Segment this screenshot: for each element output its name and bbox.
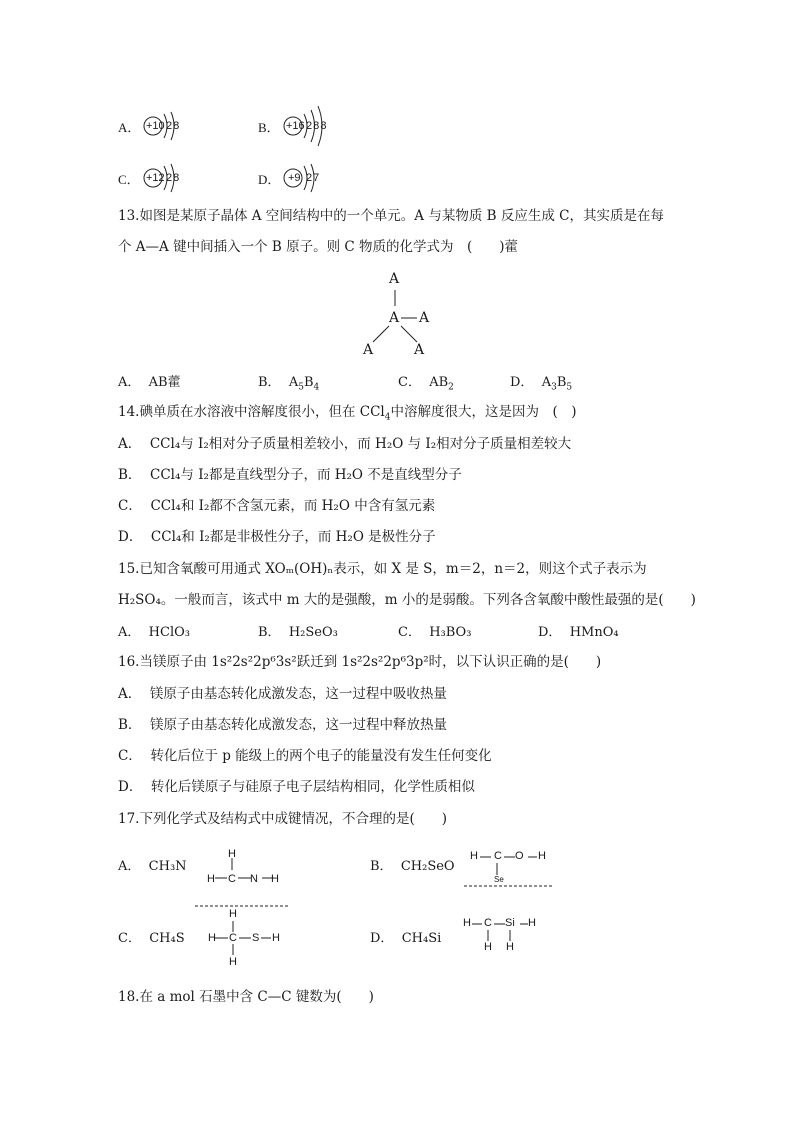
subscript: 2	[448, 382, 454, 393]
q14-option-d[interactable]	[118, 531, 436, 545]
option-label: A．	[118, 120, 141, 135]
option-label: C．	[118, 498, 142, 514]
option-label: A．	[118, 686, 142, 702]
atom-c: C	[228, 873, 236, 885]
option-label: B．	[258, 625, 281, 640]
atom-si: Si	[505, 917, 515, 929]
atom-h: H	[538, 850, 546, 862]
nucleus-charge: +12	[146, 172, 165, 184]
option-formula: CH₂SeO	[400, 859, 455, 874]
atom-h: H	[528, 917, 536, 929]
atom-h: H	[207, 873, 215, 885]
option-label: A．	[118, 436, 142, 452]
subscript: 5	[566, 382, 573, 393]
option-formula: HMnO₄	[569, 625, 619, 640]
option-formula: AB	[429, 375, 449, 390]
atom-o: O	[515, 850, 524, 862]
option-text: CCl₄与 I₂都是直线型分子，而 H₂O 不是直线型分子	[150, 467, 462, 483]
q16-option-c[interactable]	[118, 750, 492, 764]
option-formula: CH₄S	[149, 931, 185, 946]
option-c[interactable]	[398, 375, 454, 393]
q15-stem-line1: 15.已知含氧酸可用通式 XOₘ(OH)ₙ表示，如 X 是 S，m＝2，n＝2，则这个式子表示为	[118, 561, 647, 577]
atom-a-top: A	[389, 271, 400, 287]
atom-h: H	[272, 932, 280, 944]
option-label: D．	[258, 172, 281, 187]
atom-h: H	[470, 850, 478, 862]
option-text: 镁原子由基态转化成激发态，这一过程中释放热量	[150, 717, 448, 733]
option-formula: CH₄Si	[401, 931, 442, 946]
atom-n: N	[250, 873, 258, 885]
option-label: D．	[118, 779, 143, 795]
option-text: 转化后镁原子与硅原子电子层结构相同，化学性质相似	[150, 779, 475, 795]
q16-stem: 16.当镁原子由 1s²2s²2p⁶3s²跃迁到 1s²2s²2p⁶3p²时，以下认识正确的是( )	[118, 654, 602, 670]
option-formula: H₃BO₃	[429, 625, 472, 640]
atom-h: H	[484, 941, 492, 953]
option-label: B．	[118, 467, 142, 483]
q13-stem-text: 个 A—A 键中间插入一个 B 原子。则 C 物质的化学式为 ( )	[118, 239, 505, 255]
shell-electrons: 2 8 8	[306, 120, 326, 132]
option-formula: H₂SeO₃	[288, 625, 338, 640]
nucleus-charge: +10	[146, 120, 165, 132]
option-label: A．	[118, 375, 141, 390]
option-label: D．	[538, 625, 562, 640]
q14-stem-text: 14.碘单质在水溶液中溶解度很小，但在 CCl	[118, 404, 385, 420]
subscript: 3	[551, 382, 557, 393]
option-formula: B	[303, 375, 314, 390]
option-a[interactable]	[118, 376, 181, 389]
atom-h: H	[229, 956, 237, 968]
option-tail: 藿	[167, 375, 181, 390]
atom-a-right: A	[419, 310, 430, 326]
atom-h: H	[229, 908, 237, 920]
atom-a-center: A	[389, 310, 400, 326]
q17-stem: 17.下列化学式及结构式中成键情况，不合理的是( )	[118, 811, 448, 827]
q14-option-b[interactable]	[118, 469, 462, 483]
option-label: C．	[118, 931, 141, 946]
option-d[interactable]	[510, 375, 573, 393]
option-label: C．	[118, 748, 142, 764]
shell-electrons: 2 8	[166, 120, 179, 132]
q16-option-d[interactable]	[118, 781, 475, 795]
option-label: B．	[258, 120, 280, 135]
q15-stem-line2: H₂SO₄。一般而言，该式中 m 大的是强酸，m 小的是弱酸。下列各含氧酸中酸性最强的是( )	[118, 592, 696, 608]
q13-stem-tail: 藿	[504, 239, 519, 255]
option-label: C．	[118, 172, 140, 187]
shell-electrons: 2 7	[306, 172, 319, 184]
option-formula: HClO₃	[148, 625, 190, 640]
subscript: 4	[313, 382, 320, 393]
atom-h: H	[271, 873, 279, 885]
option-a[interactable]	[118, 626, 190, 639]
option-label: D．	[370, 931, 394, 946]
subscript: 5	[298, 382, 304, 393]
atom-se: Se	[494, 875, 504, 884]
q14-option-c[interactable]	[118, 500, 435, 514]
option-text: 转化后位于 p 能级上的两个电子的能量没有发生任何变化	[150, 748, 492, 764]
option-label: B．	[370, 859, 393, 874]
option-label: B．	[258, 375, 281, 390]
q13-stem-line1: 13.如图是某原子晶体 A 空间结构中的一个单元。A 与某物质 B 反应生成 C，其实质是在每	[118, 208, 664, 224]
option-formula: A	[288, 375, 299, 390]
atom-s: S	[252, 932, 260, 944]
option-d[interactable]	[538, 626, 619, 639]
atom-h: H	[208, 932, 216, 944]
option-label: A．	[118, 859, 141, 874]
nucleus-charge: +16	[286, 120, 305, 132]
q14-stem	[118, 404, 577, 423]
option-formula: AB	[148, 375, 168, 390]
nucleus-charge: +9	[288, 172, 301, 184]
q16-option-b[interactable]	[118, 719, 447, 733]
atom-h: H	[463, 917, 471, 929]
subscript: 4	[384, 412, 391, 423]
q17-option-c[interactable]	[118, 932, 185, 945]
option-label: D．	[510, 375, 534, 390]
atom-h: H	[506, 941, 514, 953]
q14-option-a[interactable]	[118, 438, 571, 452]
atom-c: C	[484, 917, 492, 929]
q17-option-b[interactable]	[370, 860, 455, 873]
q13-stem-line2	[118, 241, 518, 255]
atom-c: C	[229, 932, 237, 944]
shell-electrons: 2 8	[166, 172, 179, 184]
atom-h: H	[228, 848, 236, 860]
option-label: B．	[118, 717, 142, 733]
q17-option-d[interactable]	[370, 932, 441, 945]
option-formula: B	[556, 375, 567, 390]
q18-stem: 18.在 a mol 石墨中含 C—C 键数为( )	[118, 989, 374, 1005]
option-b[interactable]	[258, 375, 320, 393]
option-b[interactable]	[258, 626, 338, 639]
atom-a-bottom-left: A	[363, 342, 374, 358]
option-label: C．	[398, 625, 421, 640]
option-formula: CH₃N	[148, 859, 187, 874]
q17-option-a[interactable]	[118, 860, 187, 873]
q14-stem-tail: 中溶解度很大，这是因为 ( )	[390, 404, 577, 420]
option-c[interactable]	[398, 626, 471, 639]
atom-c: C	[494, 850, 502, 862]
option-label: A．	[118, 625, 141, 640]
option-text: 镁原子由基态转化成激发态，这一过程中吸收热量	[149, 686, 447, 702]
option-text: CCl₄和 I₂都是非极性分子，而 H₂O 是极性分子	[150, 529, 436, 545]
option-text: CCl₄和 I₂都不含氢元素，而 H₂O 中含有氢元素	[150, 498, 436, 514]
q16-option-a[interactable]	[118, 688, 447, 702]
option-formula: A	[541, 375, 552, 390]
atom-a-bottom-right: A	[414, 342, 425, 358]
option-label: C．	[398, 375, 421, 390]
option-text: CCl₄与 I₂相对分子质量相差较小，而 H₂O 与 I₂相对分子质量相差较大	[149, 436, 572, 452]
option-label: D．	[118, 529, 143, 545]
